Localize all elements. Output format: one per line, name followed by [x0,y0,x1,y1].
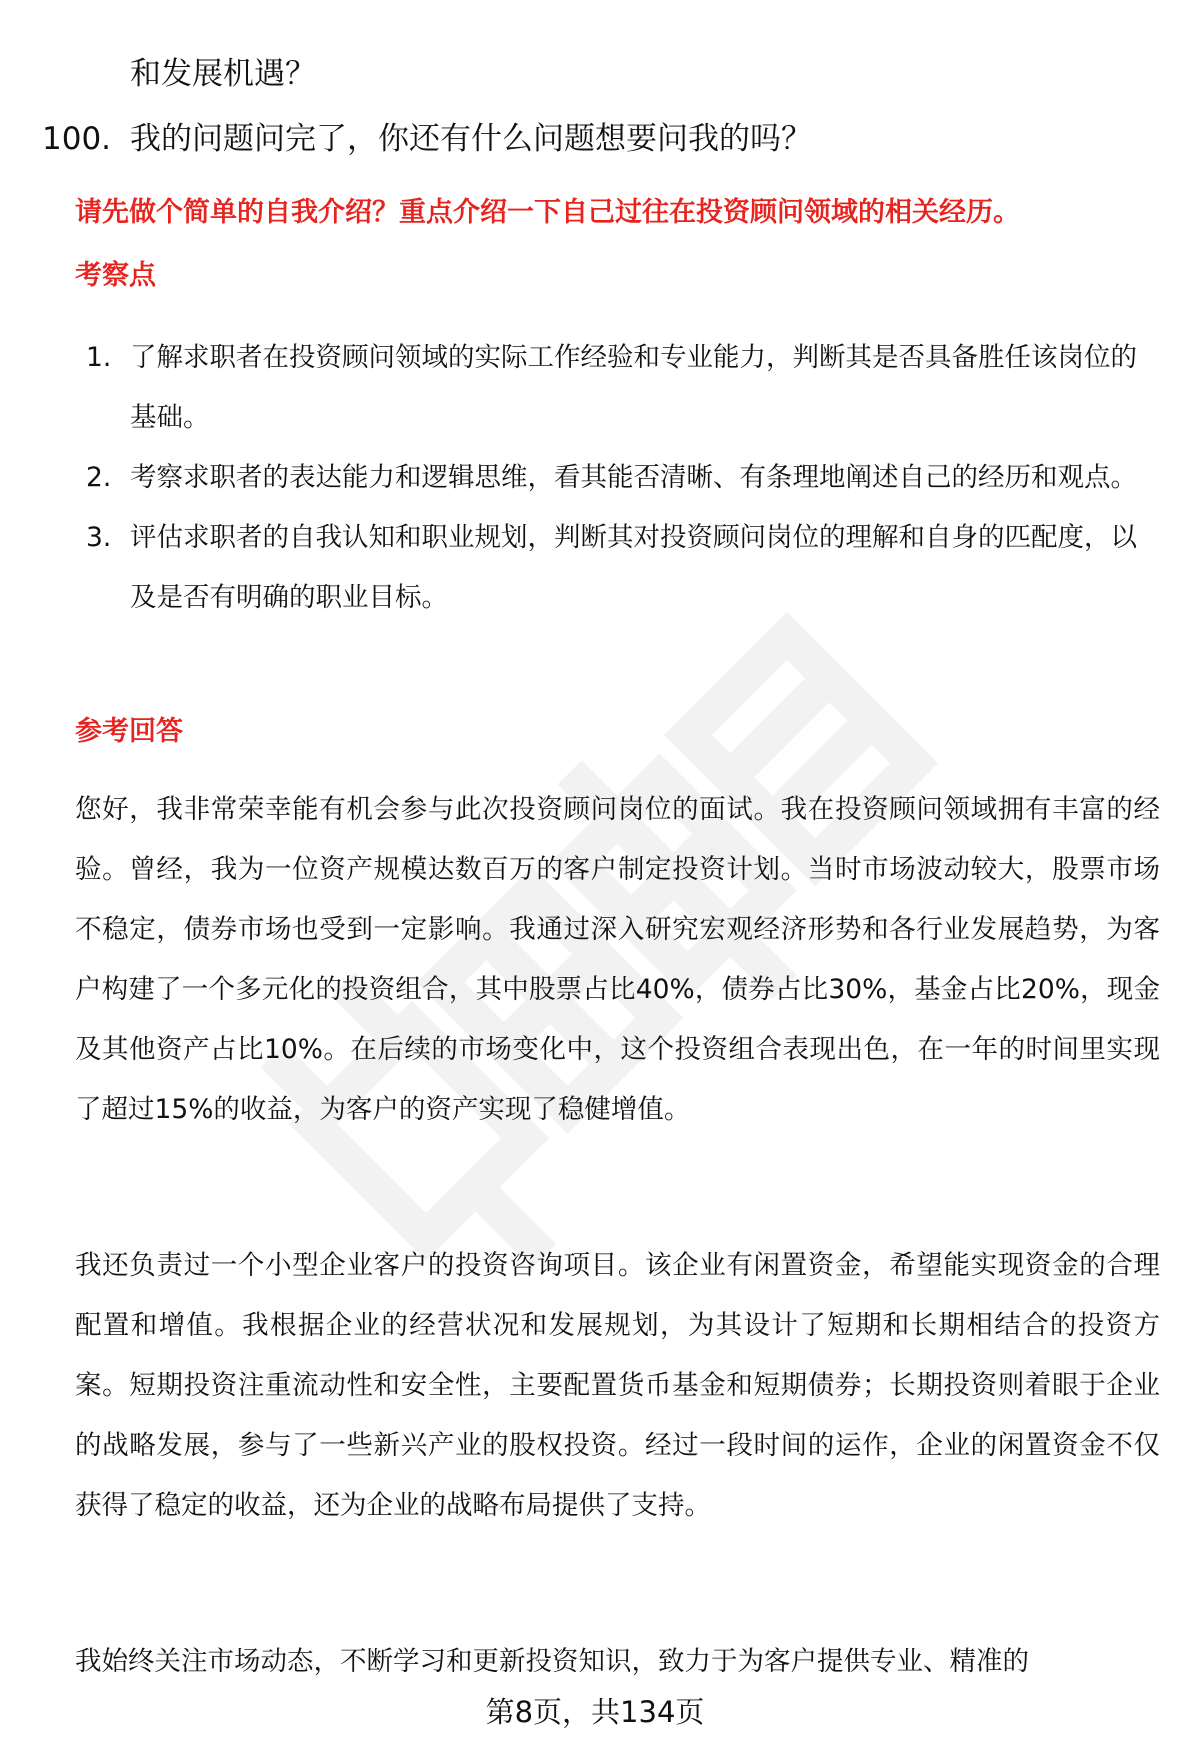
kaocha-point [86,328,1161,448]
kaocha-point [86,448,1161,508]
previous-question-tail: 和发展机遇？ [130,56,316,92]
question-100 [42,117,812,161]
question-100-number: 100. [42,121,112,157]
point-number: 3. [86,522,112,553]
point-number: 1. [86,342,112,373]
answer-paragraph: 我始终关注市场动态，不断学习和更新投资知识，致力于为客户提供专业、精准的 [75,1646,1029,1677]
question-100-text: 我的问题问完了，你还有什么问题想要问我的吗？ [130,121,812,157]
point-number: 2. [86,462,112,493]
main-question: 请先做个简单的自我介绍？重点介绍一下自己过往在投资顾问领域的相关经历。 [75,197,1020,228]
answer-paragraph: 我还负责过一个小型企业客户的投资咨询项目。该企业有闲置资金，希望能实现资金的合理配置和增值。我根据企业的经营状况和发展规划，为其设计了短期和长期相结合的投资方案。短期投资注重流动性和安全性，主要配置货币基金和短期债券；长期投资则着眼于企业的战略发展，参与了一些新兴产业的股权投资。经过一段时间的运作，企业的闲置资金不仅获得了稳定的收益，还为企业的战略布局提供了支持。 [75,1250,1160,1521]
point-text: 了解求职者在投资顾问领域的实际工作经验和专业能力，判断其是否具备胜任该岗位的基础。 [130,342,1137,433]
kaocha-points-list [86,328,1161,628]
point-text: 考察求职者的表达能力和逻辑思维，看其能否清晰、有条理地阐述自己的经历和观点。 [130,462,1137,493]
page-footer: 第8页，共134页 [485,1695,705,1729]
answer-heading: 参考回答 [75,716,183,747]
point-text: 评估求职者的自我认知和职业规划，判断其对投资顾问岗位的理解和自身的匹配度，以及是否有明确的职业目标。 [130,522,1137,613]
kaocha-heading: 考察点 [75,260,156,291]
answer-paragraph: 您好，我非常荣幸能有机会参与此次投资顾问岗位的面试。我在投资顾问领域拥有丰富的经验。曾经，我为一位资产规模达数百万的客户制定投资计划。当时市场波动较大，股票市场不稳定，债券市场也受到一定影响。我通过深入研究宏观经济形势和各行业发展趋势，为客户构建了一个多元化的投资组合，其中股票占比40%，债券占比30%，基金占比20%，现金及其他资产占比10%。在后续的市场变化中，这个投资组合表现出色，在一年的时间里实现了超过15%的收益，为客户的资产实现了稳健增值。 [75,794,1160,1125]
kaocha-point [86,508,1161,628]
